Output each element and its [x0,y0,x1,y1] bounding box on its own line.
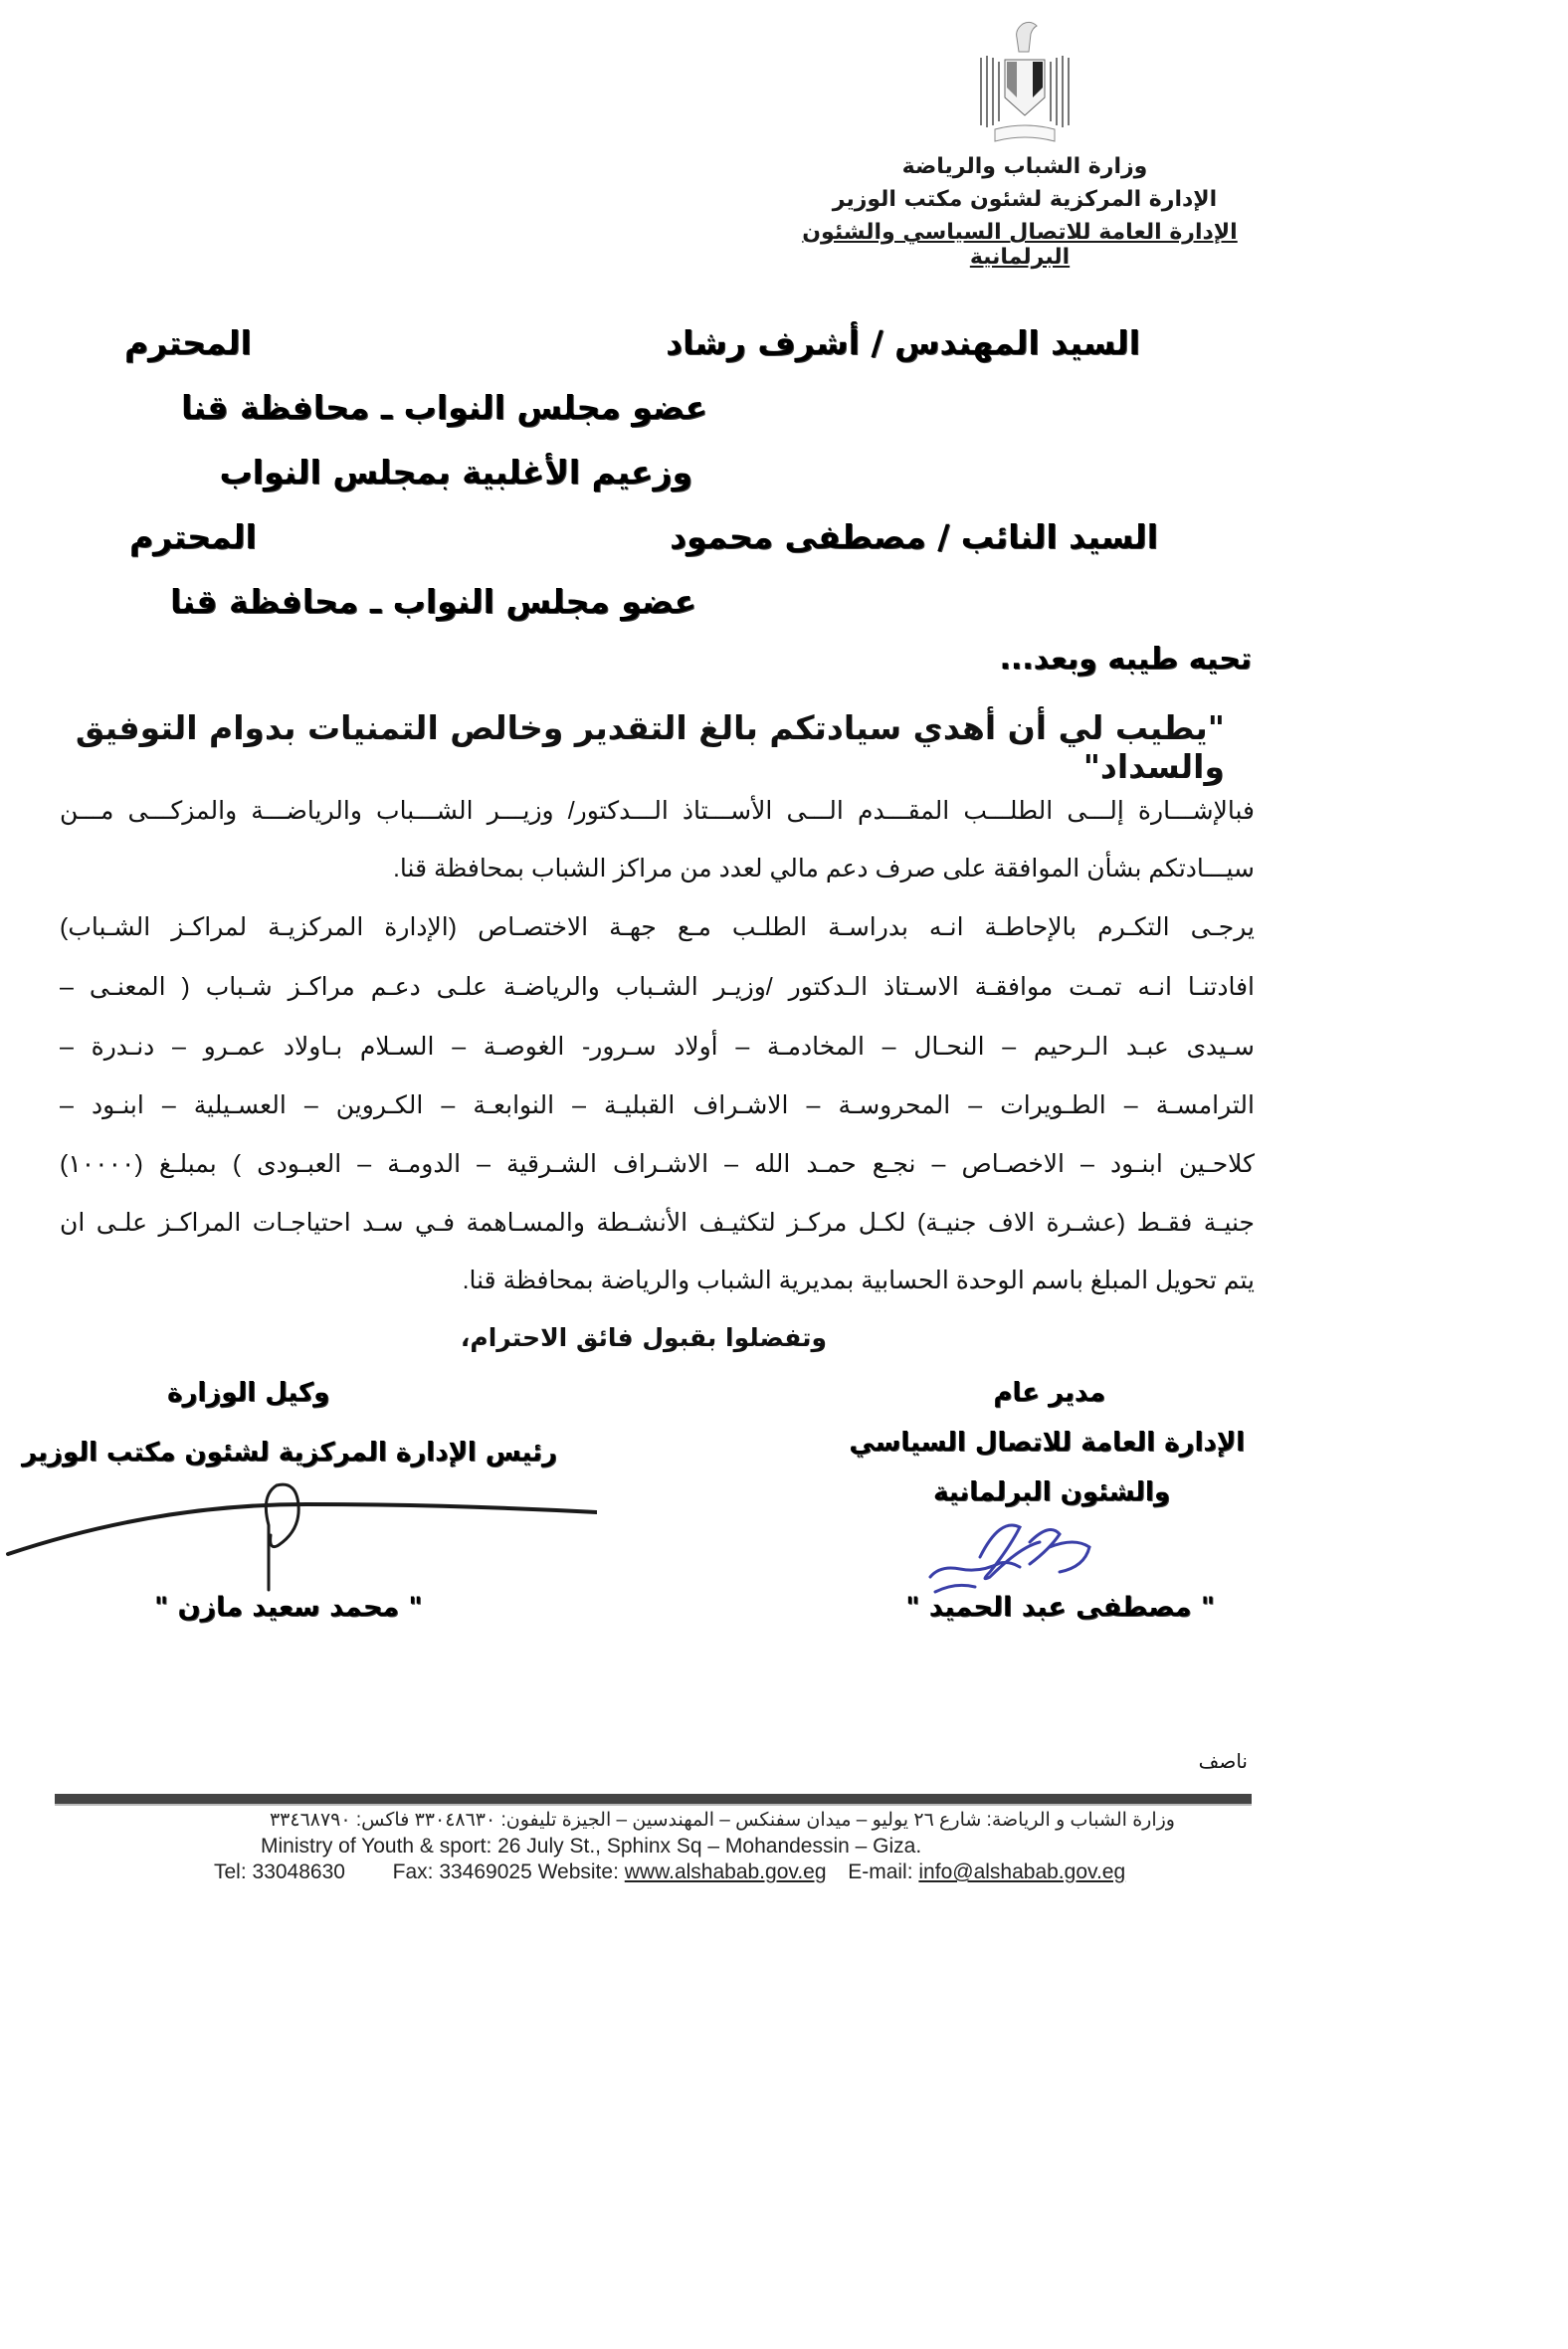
greeting: تحيه طيبه وبعد... [999,642,1252,677]
typist-initial: ناصف [1198,1749,1248,1773]
footer-english-address: Ministry of Youth & sport: 26 July St., Sphinx Sq – Mohandessin – Giza. [261,1835,922,1858]
body-line: جنيـة فقـط (عشـرة الاف جنيـة) لكـل مركـز لتكثيـف الأنشـطة والمسـاهمة فـي سـد احتياجـات المراكـز علـى ان [60,1209,1255,1237]
recipient-1-title-2: وزعيم الأغلبية بمجلس النواب [219,453,692,491]
ministry-name: وزارة الشباب والرياضة [901,154,1148,179]
footer-arabic-address: وزارة الشباب و الرياضة: شارع ٢٦ يوليو – ميدان سفنكس – المهندسين – الجيزة تليفون: ٣٣٠٤٨٦٣٠ فاكس: ٣٣٤٦٨٧٩٠ [269,1810,1175,1831]
recipient-1-salutation: السيد المهندس / أشرف رشاد [666,323,1140,362]
egypt-eagle-emblem-icon [975,18,1075,152]
central-department-name: الإدارة المركزية لشئون مكتب الوزير [832,187,1218,212]
opening-quote: "يطيب لي أن أهدي سيادتكم بالغ التقدير وخالص التمنيات بدوام التوفيق والسداد" [75,708,1225,786]
right-signer-name: " مصطفى عبد الحميد " [905,1592,1215,1623]
left-signer-title: وكيل الوزارة [167,1378,330,1408]
footer-contact-line [214,1860,1125,1884]
body-line: سـيدى عبـد الـرحيم – النحـال – المخادمـة – أولاد سـرور- الغوصـة – السـلام بـاولاد عمـرو – دنـدرة – [60,1033,1255,1061]
recipient-2-salutation: السيد النائب / مصطفى محمود [670,517,1158,556]
left-signer-name: " محمد سعيد مازن " [154,1592,423,1623]
footer-fax: Fax: 33469025 [392,1860,532,1883]
general-department-name: الإدارة العامة للاتصال السياسي والشئون البرلمانية [802,220,1238,270]
right-signer-dept-1: الإدارة العامة للاتصال السياسي [849,1428,1245,1458]
body-line: يرجـى التكـرم بالإحاطـة انـه بدراسـة الطلـب مـع جهـة الاختصـاص (الإدارة المركزيـة لمراكـز الشـباب) [60,913,1255,941]
footer-email-link[interactable]: info@alshabab.gov.eg [918,1860,1126,1883]
body-line: الترامسـة – الطـويرات – المحروسـة – الاشـراف القبليـة – النوابعـة – الكـروين – العسـيلية – ابنـود – [60,1091,1255,1119]
body-line: افادتنـا انـه تمـت موافقـة الاسـتاذ الـدكتور /وزيـر الشـباب والرياضـة علـى دعـم مراكـز شـباب ( المعنـى – [60,973,1255,1001]
recipient-2-honorific: المحترم [129,517,257,556]
footer-website-link[interactable]: www.alshabab.gov.eg [624,1860,827,1883]
letterhead [796,0,1254,270]
right-signer-title: مدير عام [993,1378,1105,1408]
right-signer-dept-2: والشئون البرلمانية [932,1477,1170,1507]
closing-line: وتفضلوا بقبول فائق الاحترام، [460,1323,827,1352]
left-signer-dept: رئيس الإدارة المركزية لشئون مكتب الوزير [22,1438,557,1468]
footer-website-label: Website: [537,1860,619,1883]
recipient-1-honorific: المحترم [124,323,252,362]
body-line: سيـــادتكم بشأن الموافقة على صرف دعم مالي لعدد من مراكز الشباب بمحافظة قنا. [392,855,1255,882]
footer-email-label: E-mail: [848,1860,913,1883]
body-line: فبالإشـــارة إلـــى الطلـــب المقـــدم الـــى الأســـتاذ الـــدكتور/ وزيـــر الشـــباب والرياضـــة والمزكـــى مـــن [60,797,1255,825]
body-line: كلاحـين ابنـود – الاخصـاص – نجـع حمـد الله – الاشـراف الشـرقية – الدومـة – العبـودى ) بمبلـغ (١٠٠٠٠) [60,1150,1255,1178]
footer-rule [55,1794,1252,1806]
footer-tel: Tel: 33048630 [214,1860,345,1883]
recipient-2-title-1: عضو مجلس النواب ـ محافظة قنا [170,582,696,621]
body-line: يتم تحويل المبلغ باسم الوحدة الحسابية بمديرية الشباب والرياضة بمحافظة قنا. [462,1267,1255,1294]
recipient-1-title-1: عضو مجلس النواب ـ محافظة قنا [181,388,707,427]
